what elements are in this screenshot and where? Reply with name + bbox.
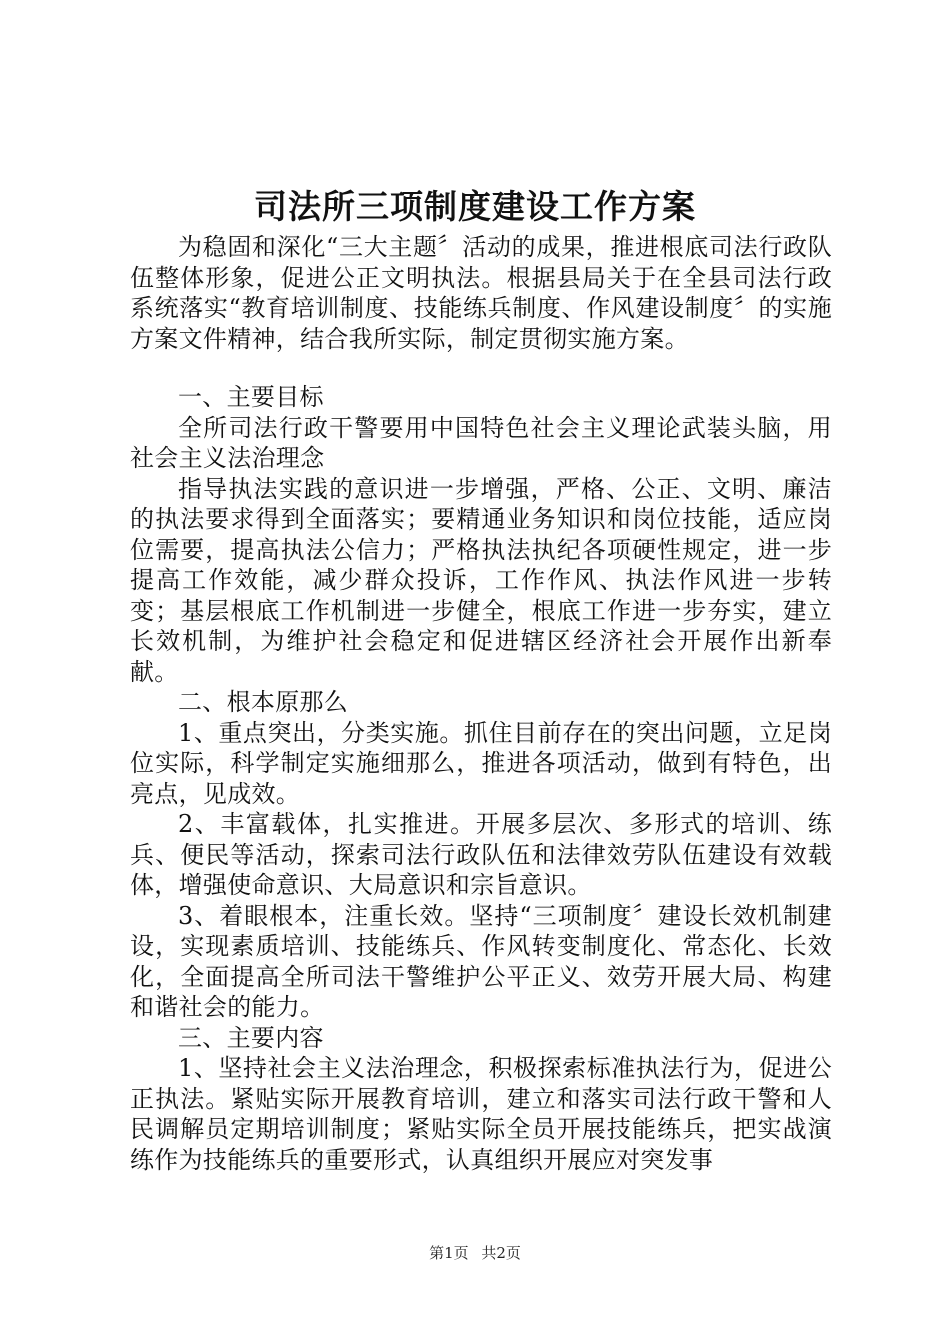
principle-paragraph-2: 2、丰富载体，扎实推进。开展多层次、多形式的培训、练兵、便民等活动，探索司法行政队伍和法律效劳队伍建设有效载体，增强使命意识、大局意识和宗旨意识。 xyxy=(130,810,832,899)
document-title: 司法所三项制度建设工作方案 xyxy=(254,187,696,226)
principle-paragraph-3: 3、着眼根本，注重长效。坚持“三项制度〞建设长效机制建设，实现素质培训、技能练兵、作风转变制度化、常态化、长效化，全面提高全所司法干警维护公平正义、效劳开展大局、构建和谐社会的能力。 xyxy=(130,901,832,1021)
section-heading-goals: 一、主要目标 xyxy=(178,383,324,411)
goals-paragraph-2: 指导执法实践的意识进一步增强，严格、公正、文明、廉洁的执法要求得到全面落实；要精通业务知识和岗位技能，适应岗位需要，提高执法公信力；严格执法执纪各项硬性规定，进一步提高工作效能，减少群众投诉，工作作风、执法作风进一步转变；基层根底工作机制进一步健全，根底工作进一步夯实，建立长效机制，为维护社会稳定和促进辖区经济社会开展作出新奉献。 xyxy=(130,474,832,686)
section-heading-principles: 二、根本原那么 xyxy=(178,688,349,716)
principle-paragraph-1: 1、重点突出，分类实施。抓住目前存在的突出问题，立足岗位实际，科学制定实施细那么，推进各项活动，做到有特色，出亮点，见成效。 xyxy=(130,718,832,808)
paragraph-spacer xyxy=(130,354,832,382)
page-number: 第1页 xyxy=(429,1244,469,1262)
page-footer xyxy=(0,1243,950,1263)
goals-paragraph-1: 全所司法行政干警要用中国特色社会主义理论武装头脑，用社会主义法治理念 xyxy=(130,413,832,472)
section-heading-content: 三、主要内容 xyxy=(178,1023,324,1052)
intro-paragraph: 为稳固和深化“三大主题〞活动的成果，推进根底司法行政队伍整体形象，促进公正文明执法。根据县局关于在全县司法行政系统落实“教育培训制度、技能练兵制度、作风建设制度〞的实施方案文件精神，结合我所实际，制定贯彻实施方案。 xyxy=(130,233,832,353)
content-paragraph-1: 1、坚持社会主义法治理念，积极探索标准执法行为，促进公正执法。紧贴实际开展教育培训，建立和落实司法行政干警和人民调解员定期培训制度；紧贴实际全员开展技能练兵，把实战演练作为技能练兵的重要形式，认真组织开展应对突发事 xyxy=(130,1054,832,1174)
page-total: 共2页 xyxy=(481,1244,521,1262)
document-body xyxy=(130,232,832,1175)
